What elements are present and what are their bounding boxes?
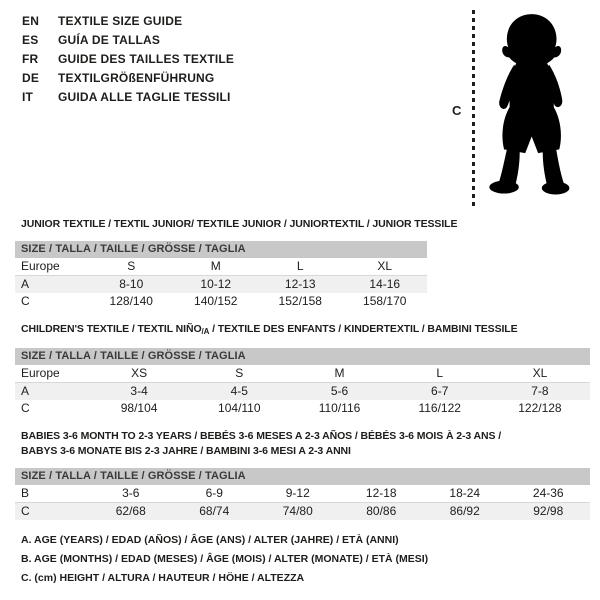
section-title — [21, 322, 590, 339]
table-cell: 12-13 — [284, 277, 316, 291]
table-row — [15, 365, 590, 383]
table-cell: 128/140 — [109, 294, 153, 308]
row-label: C — [21, 504, 30, 518]
language-title: TEXTILE SIZE GUIDE — [58, 14, 183, 28]
row-label: B — [21, 486, 30, 500]
section-title-line — [21, 322, 590, 339]
table-cell: L — [296, 259, 304, 273]
size-bar: SIZE / TALLA / TAILLE / GRÖSSE / TAGLIA — [15, 348, 590, 365]
language-title: TEXTILGRÖßENFÜHRUNG — [58, 71, 215, 85]
table-cell: 4-5 — [230, 384, 248, 398]
baby-silhouette — [482, 8, 574, 208]
size-section — [15, 217, 590, 310]
section-title-text: BABYS 3-6 MONATE BIS 2-3 JAHRE / BAMBINI 3-6 MESI A 2-3 ANNI — [21, 445, 351, 457]
table-cell: S — [235, 366, 244, 380]
language-row — [22, 12, 234, 31]
section-title-text: BABIES 3-6 MONTH TO 2-3 YEARS / BEBÉS 3-6 MESES A 2-3 AÑOS / BÉBÉS 3-6 MOIS À 2-3 ANS / — [21, 430, 502, 442]
section-title-subscript: /A — [201, 327, 210, 336]
header-area — [0, 0, 600, 212]
size-table — [15, 348, 590, 417]
language-title: GUIDE DES TAILLES TEXTILE — [58, 52, 235, 66]
table-cell: XL — [377, 259, 393, 273]
legend-line: A. AGE (YEARS) / EDAD (AÑOS) / ÂGE (ANS) / ALTER (JAHRE) / ETÀ (ANNI) — [21, 534, 399, 546]
table-cell: M — [210, 259, 221, 273]
table-cell: 110/116 — [318, 401, 361, 415]
size-table — [15, 468, 590, 520]
height-dashed-line — [472, 10, 475, 206]
language-title: GUÍA DE TALLAS — [58, 33, 161, 47]
language-code: ES — [22, 33, 39, 47]
table-cell: 6-9 — [205, 486, 223, 500]
table-cell: 104/110 — [218, 401, 261, 415]
legend-line: C. (cm) HEIGHT / ALTURA / HAUTEUR / HÖHE / ALTEZZA — [21, 572, 305, 584]
table-cell: 5-6 — [330, 384, 349, 398]
table-cell: 14-16 — [369, 277, 401, 291]
table-cell: S — [127, 259, 136, 273]
table-cell: 122/128 — [518, 401, 562, 415]
row-label: A — [21, 384, 30, 398]
table-cell: 116/122 — [418, 401, 461, 415]
table-cell: 74/80 — [282, 504, 313, 518]
language-row — [22, 31, 234, 50]
legend — [21, 531, 428, 588]
language-code: EN — [22, 14, 40, 28]
table-row — [15, 258, 427, 276]
table-cell: 158/170 — [363, 294, 407, 308]
section-title — [21, 217, 590, 232]
table-cell: 92/98 — [533, 504, 564, 518]
table-cell: 7-8 — [531, 384, 549, 398]
language-title: GUIDA ALLE TAGLIE TESSILI — [58, 90, 231, 104]
table-row — [15, 485, 590, 503]
table-cell: 9-12 — [285, 486, 310, 500]
row-label: Europe — [21, 366, 60, 380]
table-cell: 18-24 — [449, 486, 481, 500]
section-title-line — [21, 217, 590, 232]
legend-line: B. AGE (MONTHS) / EDAD (MESES) / ÂGE (MOIS) / ALTER (MONATE) / ETÀ (MESI) — [21, 553, 429, 565]
table-cell: XL — [532, 366, 548, 380]
table-cell: 3-4 — [130, 384, 148, 398]
section-title-text: JUNIOR TEXTILE / TEXTIL JUNIOR/ TEXTILE JUNIOR / JUNIORTEXTIL / JUNIOR TESSILE — [21, 218, 458, 230]
table-cell: 62/68 — [115, 504, 146, 518]
language-code: DE — [22, 71, 40, 85]
language-list — [22, 12, 234, 107]
row-label: Europe — [21, 259, 60, 273]
row-label: C — [21, 401, 30, 415]
table-cell: 152/158 — [278, 294, 322, 308]
table-cell: 68/74 — [199, 504, 230, 518]
table-cell: 98/104 — [120, 401, 158, 415]
table-cell: M — [334, 366, 345, 380]
size-section — [15, 429, 590, 520]
size-tables — [15, 214, 590, 520]
table-cell: XS — [131, 366, 148, 380]
table-cell: 10-12 — [200, 277, 232, 291]
table-row — [15, 503, 590, 520]
table-cell: 24-36 — [532, 486, 564, 500]
table-cell: 86/92 — [449, 504, 480, 518]
table-cell: 80/86 — [366, 504, 397, 518]
section-title-line — [21, 444, 590, 459]
table-row — [15, 293, 427, 310]
section-title-text: CHILDREN'S TEXTILE / TEXTIL NIÑO — [21, 323, 202, 335]
row-label: C — [21, 294, 30, 308]
language-row — [22, 88, 234, 107]
table-row — [15, 400, 590, 417]
row-label: A — [21, 277, 30, 291]
section-title-line — [21, 429, 590, 444]
language-row — [22, 69, 234, 88]
height-label: C — [452, 103, 462, 118]
section-title — [21, 429, 590, 459]
table-cell: L — [436, 366, 444, 380]
table-cell: 8-10 — [119, 277, 144, 291]
table-cell: 140/152 — [194, 294, 238, 308]
table-row — [15, 383, 590, 400]
size-table — [15, 241, 427, 310]
table-cell: 6-7 — [431, 384, 449, 398]
size-bar: SIZE / TALLA / TAILLE / GRÖSSE / TAGLIA — [15, 241, 427, 258]
table-cell: 12-18 — [365, 486, 397, 500]
size-section — [15, 322, 590, 417]
section-title-text: / TEXTILE DES ENFANTS / KINDERTEXTIL / BAMBINI TESSILE — [209, 323, 518, 335]
size-bar: SIZE / TALLA / TAILLE / GRÖSSE / TAGLIA — [15, 468, 590, 485]
language-code: FR — [22, 52, 39, 66]
table-cell: 3-6 — [122, 486, 140, 500]
language-code: IT — [22, 90, 34, 104]
language-row — [22, 50, 234, 69]
table-row — [15, 276, 427, 293]
